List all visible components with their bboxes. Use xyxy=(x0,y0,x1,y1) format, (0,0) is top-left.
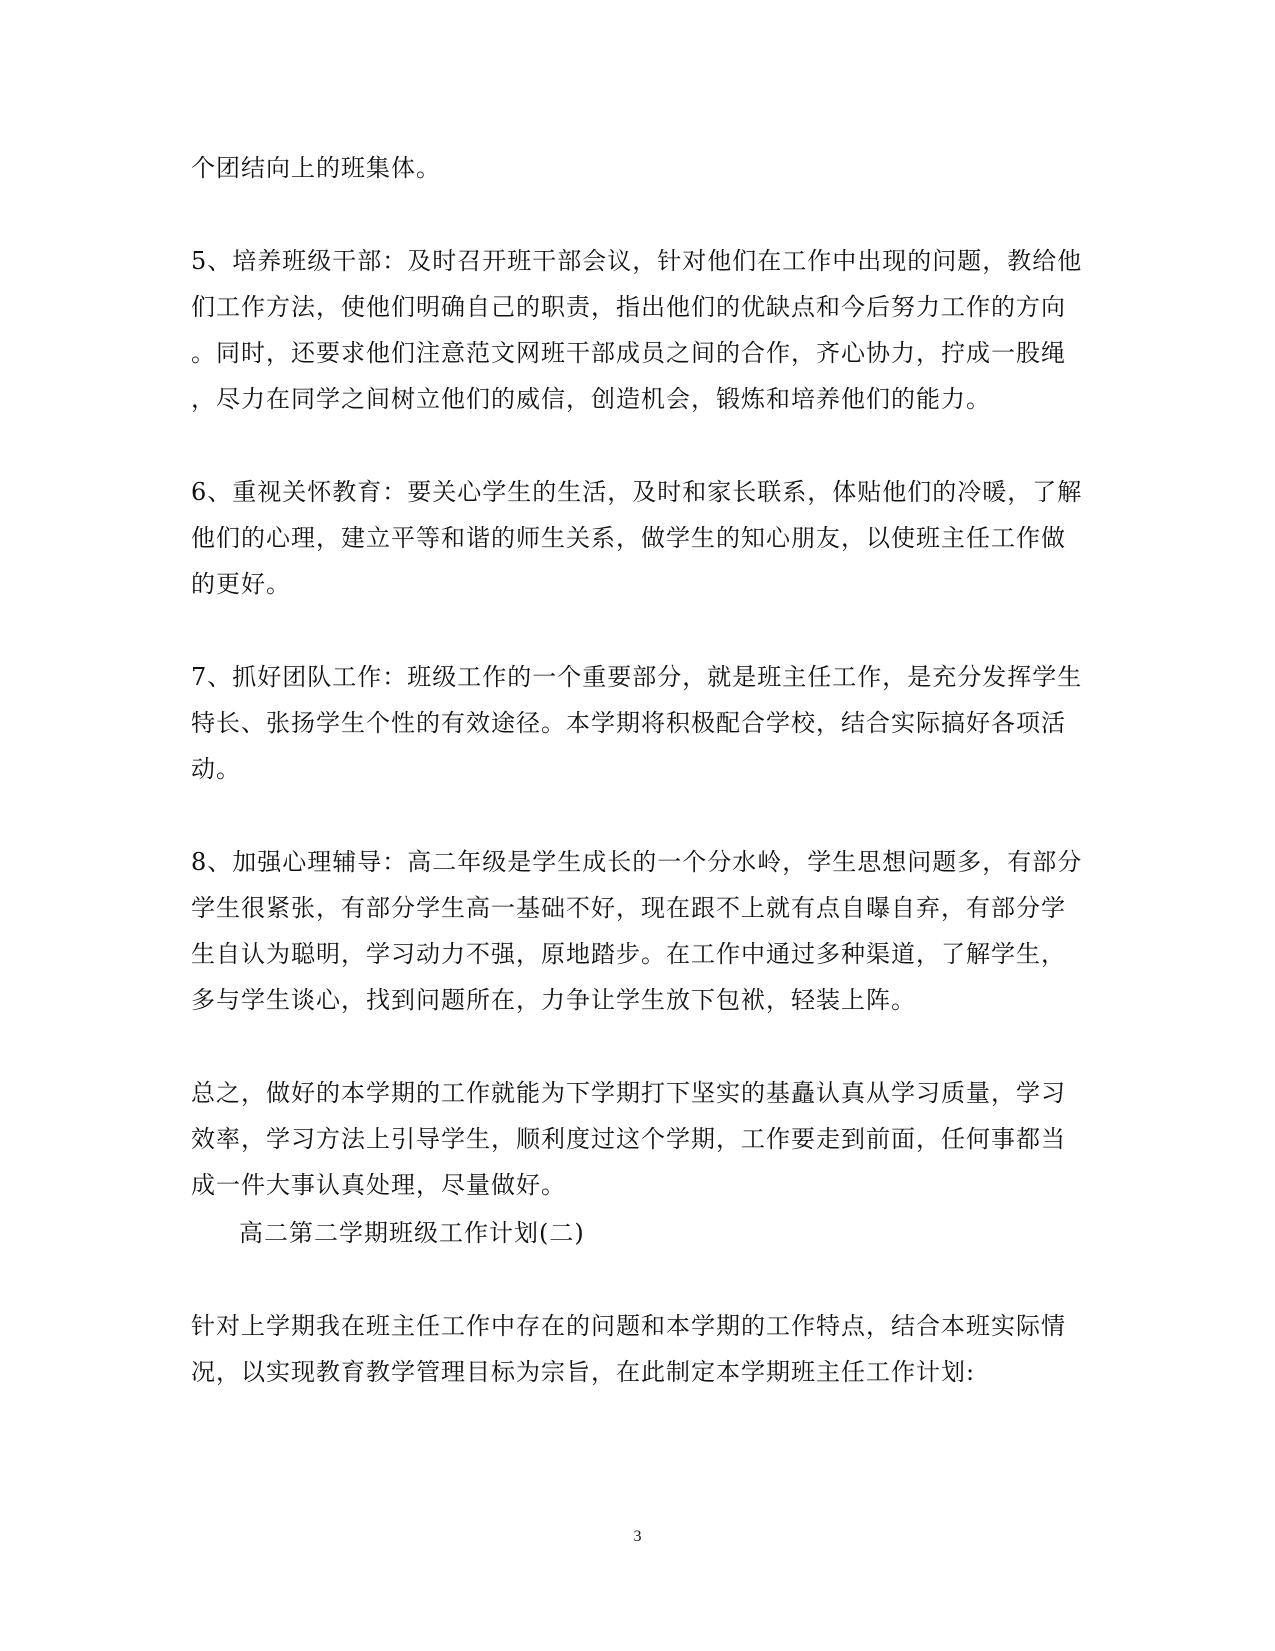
paragraph-line: ，尽力在同学之间树立他们的威信，创造机会，锻炼和培养他们的能力。 xyxy=(191,385,991,413)
paragraph-line: 8、加强心理辅导：高二年级是学生成长的一个分水岭，学生思想问题多，有部分 xyxy=(191,848,1083,876)
paragraph-line: 7、抓好团队工作：班级工作的一个重要部分，就是班主任工作，是充分发挥学生 xyxy=(191,663,1083,691)
paragraph-line: 成一件大事认真处理，尽量做好。 xyxy=(191,1171,566,1199)
page-number: 3 xyxy=(633,1528,642,1545)
section-heading: 高二第二学期班级工作计划(二) xyxy=(239,1219,585,1247)
paragraph-line: 多与学生谈心，找到问题所在，力争让学生放下包袱，轻装上阵。 xyxy=(191,986,916,1014)
paragraph-line: 们工作方法，使他们明确自己的职责，指出他们的优缺点和今后努力工作的方向 xyxy=(191,293,1066,321)
paragraph-line: 个团结向上的班集体。 xyxy=(191,154,441,182)
paragraph-line: 5、培养班级干部：及时召开班干部会议，针对他们在工作中出现的问题，教给他 xyxy=(191,247,1083,275)
paragraph-line: 效率，学习方法上引导学生，顺利度过这个学期，工作要走到前面，任何事都当 xyxy=(191,1125,1066,1153)
paragraph-line: 6、重视关怀教育：要关心学生的生活，及时和家长联系，体贴他们的冷暖，了解 xyxy=(191,478,1083,506)
paragraph-line: 特长、张扬学生个性的有效途径。本学期将积极配合学校，结合实际搞好各项活 xyxy=(191,709,1066,737)
paragraph-line: 生自认为聪明，学习动力不强，原地踏步。在工作中通过多种渠道，了解学生， xyxy=(191,940,1066,968)
paragraph-line: 动。 xyxy=(191,755,241,783)
paragraph-line: 针对上学期我在班主任工作中存在的问题和本学期的工作特点，结合本班实际情 xyxy=(191,1312,1066,1340)
paragraph-line: 的更好。 xyxy=(191,570,291,598)
paragraph-line: 况，以实现教育教学管理目标为宗旨，在此制定本学期班主任工作计划: xyxy=(191,1358,976,1386)
paragraph-line: 总之，做好的本学期的工作就能为下学期打下坚实的基矗认真从学习质量，学习 xyxy=(191,1079,1066,1107)
paragraph-line: 他们的心理，建立平等和谐的师生关系，做学生的知心朋友，以使班主任工作做 xyxy=(191,524,1066,552)
paragraph-line: 学生很紧张，有部分学生高一基础不好，现在跟不上就有点自曝自弃，有部分学 xyxy=(191,894,1066,922)
paragraph-line: 。同时，还要求他们注意范文网班干部成员之间的合作，齐心协力，拧成一股绳 xyxy=(191,339,1066,367)
